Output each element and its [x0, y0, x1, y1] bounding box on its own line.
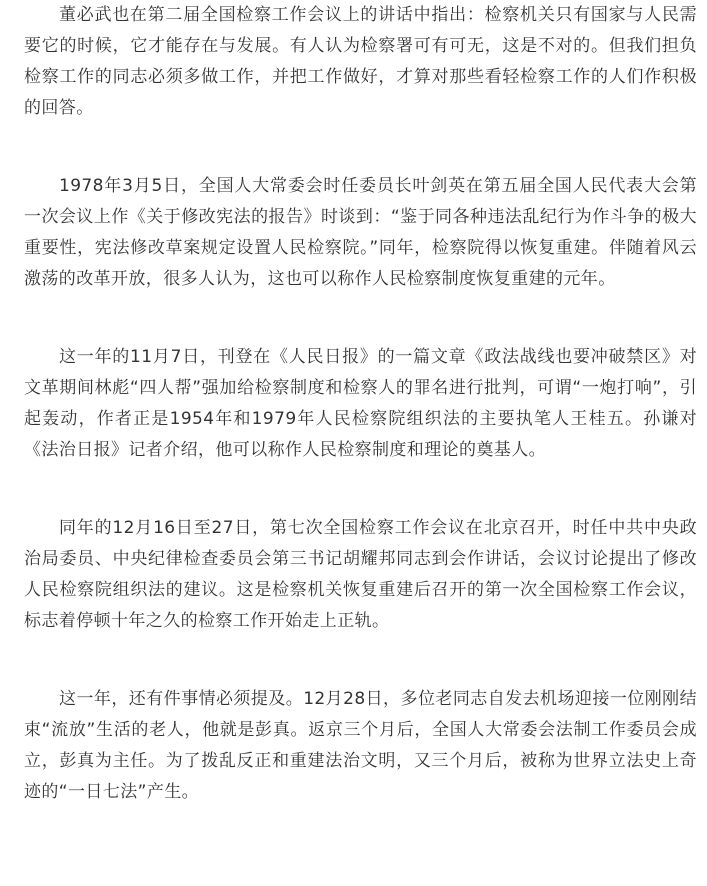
paragraph-peng-zhen-return: 这一年，还有件事情必须提及。12月28日，多位老同志自发去机场迎接一位刚刚结束“流放”生活的老人，他就是彭真。返京三个月后，全国人大常委会法制工作委员会成立，彭真为主任。为了拨乱反正和重建法治文明，又三个月后，被称为世界立法史上奇迹的“一日七法”产生。	[24, 689, 697, 802]
paragraph-seventh-conference: 同年的12月16日至27日，第七次全国检察工作会议在北京召开，时任中共中央政治局委员、中央纪律检查委员会第三书记胡耀邦同志到会作讲话，会议讨论提出了修改人民检察院组织法的建议。这是检察机关恢复重建后召开的第一次全国检察工作会议，标志着停顿十年之久的检察工作开始走上正轨。	[24, 518, 697, 631]
paragraph-dong-biwu-speech: 董必武也在第二届全国检察工作会议上的讲话中指出：检察机关只有国家与人民需要它的时候，它才能存在与发展。有人认为检察署可有可无，这是不对的。但我们担负检察工作的同志必须多做工作，并把工作做好，才算对那些看轻检察工作的人们作积极的回答。	[24, 5, 697, 118]
paragraph-november-article: 这一年的11月7日，刊登在《人民日报》的一篇文章《政法战线也要冲破禁区》对文革期间林彪“四人帮”强加给检察制度和检察人的罪名进行批判，可谓“一炮打响”，引起轰动，作者正是1954年和1979年人民检察院组织法的主要执笔人王桂五。孙谦对《法治日报》记者介绍，他可以称作人民检察制度和理论的奠基人。	[24, 347, 697, 460]
paragraph-1978-constitution-report: 1978年3月5日，全国人大常委会时任委员长叶剑英在第五届全国人民代表大会第一次会议上作《关于修改宪法的报告》时谈到：“鉴于同各种违法乱纪行为作斗争的极大重要性，宪法修改草案规定设置人民检察院。”同年，检察院得以恢复重建。伴随着风云激荡的改革开放，很多人认为，这也可以称作人民检察制度恢复重建的元年。	[24, 176, 697, 289]
